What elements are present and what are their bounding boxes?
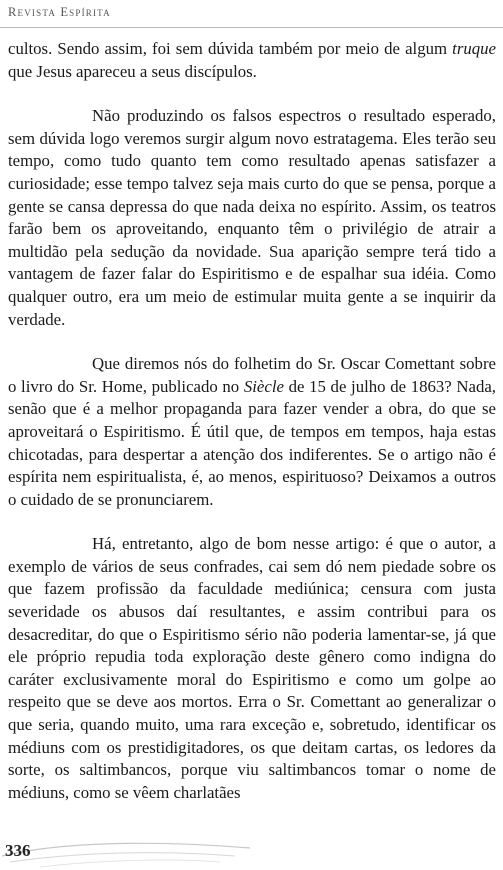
paragraph-3 <box>8 353 496 511</box>
running-head: Revista Espírita <box>8 5 111 19</box>
paragraph-3-italic: Siècle <box>243 376 284 396</box>
paragraph-1-text-b: que Jesus apareceu a seus discípulos. <box>8 61 257 81</box>
paragraph-3-text-a: Que diremos nós do folhetim do Sr. Oscar Comettant sobre o livro do Sr. Home, publicado no <box>8 354 496 396</box>
paragraph-1-text-a: cultos. Sendo assim, foi sem dúvida também por meio de algum <box>8 39 453 58</box>
paragraph-3-text-b: de 15 de julho de 1863? Nada, senão que é a melhor propaganda para fazer vender a obra, do que se aproveitará o Espiritismo. É útil que, de tempos em tempos, haja estas chicotadas, para despertar a atenção dos indiferentes. Se o artigo não é espírita nem espiritualista, é, ao menos, espirituoso? Deixamos a outros o cuidado de se pronunciarem. <box>8 376 496 509</box>
footer-swash-ornament <box>0 834 260 870</box>
page-number: 336 <box>5 841 31 860</box>
paragraph-4: Há, entretanto, algo de bom nesse artigo: é que o autor, a exemplo de vários de seus confrades, cai sem dó nem piedade sobre os que fazem profissão da faculdade mediúnica; censura com justa severidade os abusos daí resultantes, e assim contribui para os desacreditar, do que o Espiritismo sério não poderia lamentar-se, já que ele próprio repudia toda exploração deste gênero como indigna do caráter exclusivamente moral do Espiritismo e como um golpe ao respeito que se deve aos mortos. Erra o Sr. Comettant ao generalizar o que seria, quando muito, uma rara exceção e, sobretudo, identificar os médiuns com os prestidigitadores, os que deitam cartas, os ledores da sorte, os saltimbancos, porque viu saltimbancos tomar o nome de médiuns, como se vêem charlatães <box>8 534 496 802</box>
paragraph-2: Não produzindo os falsos espectros o resultado esperado, sem dúvida logo veremos surgir algum novo estratagema. Eles terão seu tempo, como tudo quanto tem como resultado apenas satisfazer a curiosidade; esse tempo talvez seja mais curto do que se pensa, porque a gente se cansa depressa do que nada deixa no espírito. Assim, os teatros farão bem os aproveitando, enquanto têm o privilégio de atrair a multidão pela sedução da novidade. Sua aparição sempre terá tido a vantagem de fazer falar do Espiritismo e de espalhar sua idéia. Como qualquer outro, era um meio de estimular muita gente a se inquirir da verdade. <box>8 106 496 329</box>
paragraph-1-italic: truque <box>452 39 496 58</box>
header-rule <box>0 27 503 28</box>
page-body <box>8 38 496 804</box>
paragraph-continuation <box>8 38 496 83</box>
